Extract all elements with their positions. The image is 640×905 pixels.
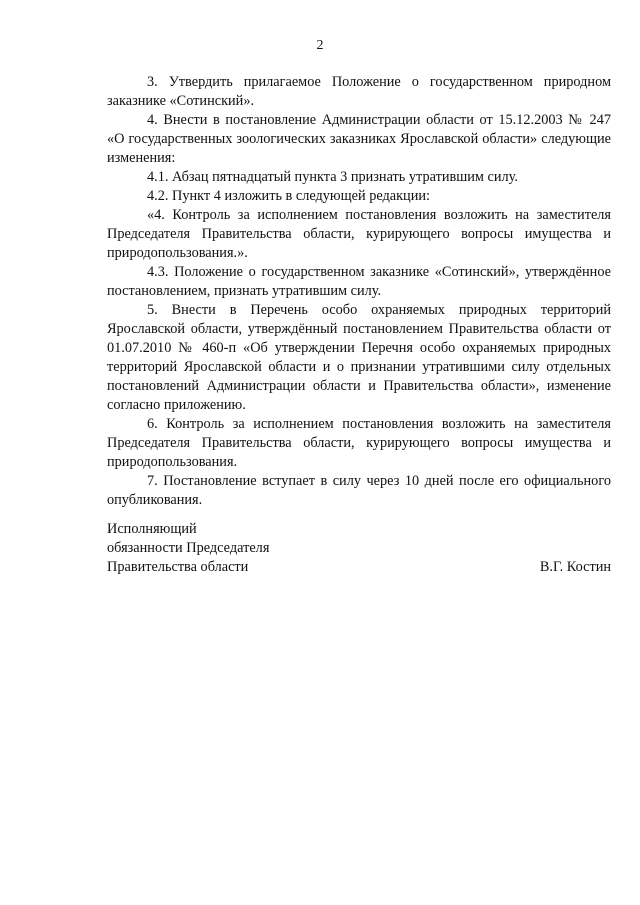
paragraph-3: 3. Утвердить прилагаемое Положение о государственном природном заказнике «Сотинский». xyxy=(107,74,611,109)
paragraph-4: 4. Внести в постановление Администрации области от 15.12.2003 № 247 «О государственных зоологических заказниках Ярославской области» следующие изменения: xyxy=(107,112,611,166)
document-body xyxy=(107,73,611,510)
signature-block xyxy=(107,520,611,577)
signatory-name: В.Г. Костин xyxy=(539,559,611,575)
signature-final-line xyxy=(107,558,611,577)
paragraph-7: 7. Постановление вступает в силу через 10 дней после его официального опубликования. xyxy=(107,473,611,508)
paragraph-6: 6. Контроль за исполнением постановления возложить на заместителя Председателя Правительства области, курирующего вопросы имущества и природопользования. xyxy=(107,416,611,470)
paragraph-4-1: 4.1. Абзац пятнадцатый пункта 3 признать утратившим силу. xyxy=(147,169,518,185)
paragraph-4-3: 4.3. Положение о государственном заказнике «Сотинский», утверждённое постановлением, признать утратившим силу. xyxy=(107,264,611,299)
page-number: 2 xyxy=(316,38,324,53)
signature-title-line-2: обязанности Председателя xyxy=(107,540,270,556)
paragraph-4-2: 4.2. Пункт 4 изложить в следующей редакции: xyxy=(147,188,430,204)
paragraph-quoted-4: «4. Контроль за исполнением постановления возложить на заместителя Председателя Правительства области, курирующего вопросы имущества и природопользования.». xyxy=(107,207,611,261)
signature-title-line-3: Правительства области xyxy=(107,559,249,575)
signature-title-line-1: Исполняющий xyxy=(107,521,197,537)
paragraph-5: 5. Внести в Перечень особо охраняемых природных территорий Ярославской области, утверждённый постановлением Правительства области от 01.07.2010 № 460-п «Об утверждении Перечня особо охраняемых природных территорий Ярославской области и о признании утратившими силу отдельных постановлений Администрации области и Правительства области», изменение согласно приложению. xyxy=(107,302,611,413)
